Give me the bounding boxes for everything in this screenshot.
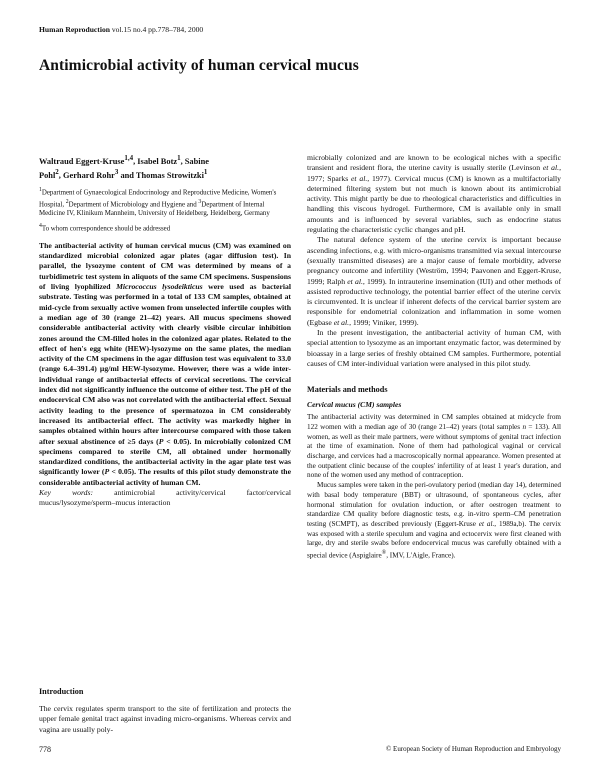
text-run: , 1989a,b). The cervix was exposed with a sterile speculum and vagina and ectocervix were first cleaned with large, dry and sterile swabs before endocervical mucus was carefully obtained with a special device (Aspiglaire <box>307 519 561 560</box>
text-run: The natural defence system of the uterine cervix is important because ascending infections, e.g. with micro-organisms transmitted via sexual intercourse (sexually transmitted diseases) are a major cause of female morbidity, adverse pregnancy outcome and infertility (Weström, 1994; Paavonen and Eggert-Kruse, 1999; Ralph <box>307 235 561 286</box>
introduction-heading: Introduction <box>39 687 84 696</box>
et-al: et al. <box>351 173 368 183</box>
affil-sup-1: 1 <box>39 187 42 194</box>
text-run: , 1999). In intrauterine insemination (IUI) and other methods of assisted reproductive technology, the potential barrier effect of the uterine cervix is circumvented. It is unclear if inherent defects of the cervical barrier system are responsible for endometrial colonization and inflammation in some women (Egbase <box>307 276 562 327</box>
introduction-section <box>39 687 291 735</box>
author-3-sup: 2 <box>55 168 59 177</box>
paragraph <box>307 235 561 328</box>
affil-text-1: Department of Gynaecological Endocrinology and Reproductive Medicine, Women's Hospital, <box>39 189 277 208</box>
keywords <box>39 488 291 509</box>
corr-text: To whom correspondence should be addressed <box>41 225 171 233</box>
author-4: , Gerhard Rohr <box>58 170 115 180</box>
subsection-heading: Cervical mucus (CM) samples <box>307 400 402 410</box>
article-title: Antimicrobial activity of human cervical mucus <box>39 57 359 74</box>
keywords-text: antimicrobial activity/cervical factor/cervical mucus/lysozyme/sperm–mucus interaction <box>39 488 291 508</box>
keywords-label: Key words: <box>39 488 94 498</box>
affiliations <box>39 186 291 218</box>
text-run: , IMV, L'Aigle, France). <box>386 551 456 560</box>
paragraph <box>307 413 561 481</box>
affil-text-3: Department of Internal Medicine IV, Klinikum Mannheim, University of Heidelberg, Heidelberg, Germany <box>39 200 270 218</box>
author-1-sup: 1,4 <box>124 154 134 162</box>
et-al: et al. <box>478 519 495 528</box>
et-al: et al. <box>542 163 560 173</box>
author-2-sup: 1 <box>177 154 181 162</box>
abstract-part-1: The antibacterial activity of human cervical mucus (CM) was examined on standardized microbial colonized agar plates (agar diffusion test). In parallel, the lysozyme content of CM was determined by means of a turbidimetric test system in aliquots of the same CM specimens. Suspensions of living lyophilized <box>39 240 291 292</box>
methods-heading: Materials and methods <box>307 385 388 395</box>
author-list <box>39 153 291 181</box>
paragraph: In the present investigation, the antibacterial activity of human CM, with special attention to lysozyme as an important enzymatic factor, was determined by bioassay in a large series of freshly obtained CM samples. Furthermore, potential causes of CM inter-individual variation were analysed in this pilot study. <box>307 328 561 368</box>
abstract <box>39 241 291 488</box>
organism-name: Micrococcus lysodeikticus <box>116 282 203 292</box>
running-head <box>39 25 203 34</box>
author-5-sup: 1 <box>203 168 208 177</box>
p-symbol: P <box>104 467 110 477</box>
author-4-sup: 3 <box>114 168 119 177</box>
citation: vol.15 no.4 pp.778–784, 2000 <box>111 25 204 34</box>
text-run: The antibacterial activity was determined in CM samples obtained at midcycle from 122 women with a median age of 30 (range 21–42) years (total samples <box>307 413 561 431</box>
text-run: Mucus samples were taken in the peri-ovulatory period (median day 14), determined with basal body temperature (BBT) or ultrasound, of spontaneous cycles, after hormonal stimulation for ovulation induction, or after oestrogen treatment to standardize CM quality before diagnostic tests, e.g. in-vitro sperm–CM penetration testing (SCMPT), as described previously (Eggert-Kruse <box>307 481 561 528</box>
author-2: , Isabel Botz <box>133 156 178 166</box>
affil-sup-2: 2 <box>65 198 69 205</box>
author-1: Waltraud Eggert-Kruse <box>39 156 125 166</box>
introduction-text: The cervix regulates sperm transport to the site of fertilization and protects the upper female genital tract against invading micro-organisms. Whereas cervix and vagina are usually poly- <box>39 704 291 734</box>
paragraph <box>307 153 561 235</box>
corr-sup: 4 <box>39 223 42 230</box>
paragraph <box>307 481 561 561</box>
text-run: microbially colonized and are known to be ecological niches with a specific transient and resident flora, the uterine cavity is usually sterile (Levinson <box>307 153 561 173</box>
text-run: , 1977). Cervical mucus (CM) is known as a multifactorially determined filtering system but not much is known about its antimicrobial activity. This might partly be due to rheological characteristics and difficulties in handling this viscous hydrogel. Furthermore, CM is available only in small amounts and is influenced by several variables, such as endocrine status regulating the characteristic cyclic changes and pH. <box>307 173 562 235</box>
text-run: , 1977; Sparks <box>307 163 561 183</box>
journal-name: Human Reproduction <box>39 25 110 34</box>
copyright-notice: © European Society of Human Reproduction and Embryology <box>385 745 561 753</box>
abstract-part-3: < 0.05). In microbially colonized CM specimens compared to sterile CM, all obtained under hormonally standardized conditions, the antibacterial activity in the agar plate test was significantly lower ( <box>39 436 291 477</box>
et-al: et al. <box>347 276 363 286</box>
abstract-part-4: < 0.05). The results of this pilot study demonstrate the considerable antibacterial activity of human CM. <box>39 467 291 487</box>
affil-sup-3: 3 <box>198 198 202 205</box>
text-run: , 1999; Viniker, 1999). <box>349 317 419 327</box>
page-number: 778 <box>39 745 51 754</box>
registered-mark: ® <box>381 550 387 557</box>
right-column <box>307 153 561 561</box>
affil-text-2: Department of Microbiology and Hygiene and <box>68 200 199 208</box>
n-symbol: n <box>522 422 527 431</box>
left-column <box>39 153 291 509</box>
abstract-part-2: were used as bacterial substrate. Testing was performed in a total of 133 CM samples, obtained at mid-cycle from sexually active women from unselected infertile couples with a median age of 30 (range 21–42) years. All mucus specimens showed considerable antibacterial activity with clearly visible circular inhibition zones around the CM-filled holes in the colonized agar plates. Related to the effect of hen's egg white (HEW)-lysozyme on the same plates, the median activity of the CM specimens in the agar diffusion test was equivalent to 33.0 (range 6.4–391.4) µg/ml HEW-lysozyme. However, there was a wide inter-individual range of antibacterial effects of cervical secretions. The cervical index did not significantly influence the outcome of either test. The pH of the endocervical CM also was not correlated with the antibacterial effect. Sexual activity leading to the presence of spermatozoa in CM considerably increased its antibacterial effect. The activity was markedly higher in samples obtained within hours after intercourse compared with those taken after sexual abstinence of ≥5 days ( <box>39 282 292 446</box>
author-5: and Thomas Strowitzki <box>118 170 204 180</box>
text-run: = 133). All women, as well as their male partners, were without symptoms of genital tract infection at the time of examination. None of them had pathological vaginal or cervical discharge, and cervices had a macroscopically normal appearance. Women presented at the outpatient clinic because of the couples' infertility of at least 1 year's duration, and none of the women used any method of contraception. <box>307 422 562 480</box>
author-3: , Sabine <box>180 156 209 166</box>
author-3b: Pohl <box>39 170 56 180</box>
et-al: et al. <box>333 317 350 327</box>
p-symbol: P <box>158 436 164 446</box>
correspondence-note <box>39 222 291 234</box>
